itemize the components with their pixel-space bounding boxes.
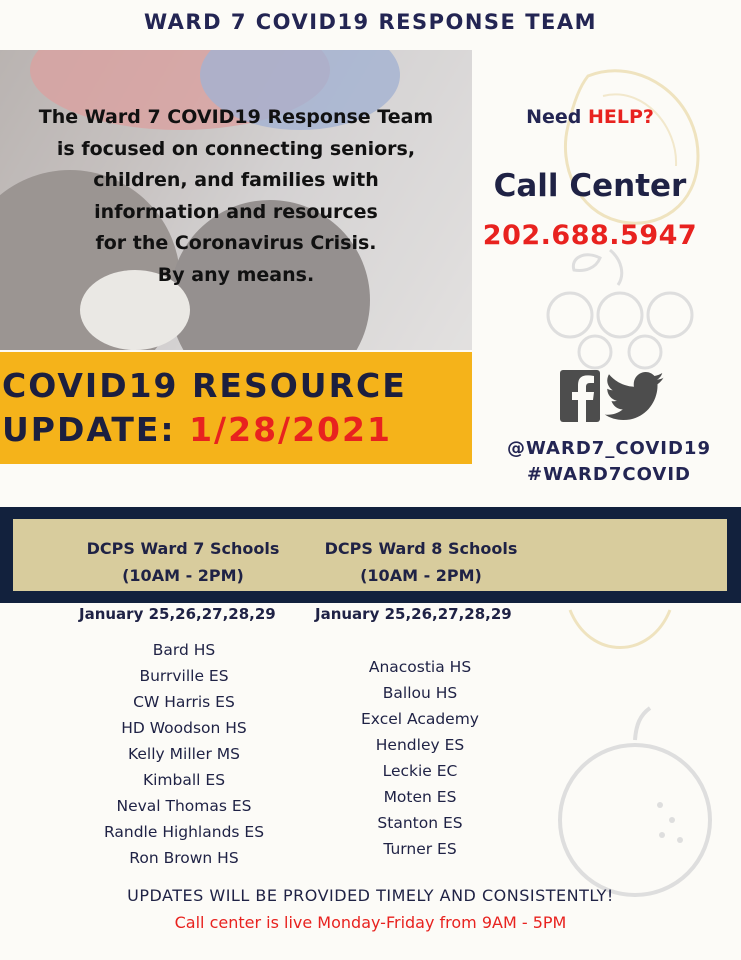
page-title: WARD 7 COVID19 RESPONSE TEAM <box>143 10 598 34</box>
call-center-heading: Call Center <box>493 168 687 204</box>
phone-number[interactable]: 202.688.5947 <box>482 220 698 251</box>
schools-header-box <box>13 519 727 591</box>
mission-line: for the Coronavirus Crisis. <box>95 232 377 254</box>
ward7-schools-heading <box>63 535 303 589</box>
schools-header-band <box>0 507 741 603</box>
ward8-title: DCPS Ward 8 Schools <box>324 539 518 558</box>
mission-line: information and resources <box>94 200 378 223</box>
ward7-school-list <box>64 637 304 871</box>
need-help <box>472 106 708 128</box>
hero-photo <box>0 50 472 350</box>
banner-update <box>2 410 392 449</box>
list-item: HD Woodson HS <box>121 719 247 737</box>
mission-line: The Ward 7 COVID19 Response Team <box>38 106 434 128</box>
ward8-schools-heading <box>301 535 541 589</box>
list-item: Bard HS <box>152 641 216 659</box>
lemon-outline-icon <box>548 56 708 236</box>
twitter-handle[interactable]: @WARD7_COVID19 <box>507 438 711 459</box>
hashtag[interactable]: #WARD7COVID <box>527 464 691 485</box>
banner-date: 1/28/2021 <box>189 410 392 449</box>
twitter-icon[interactable] <box>604 372 666 422</box>
list-item: Moten ES <box>383 788 457 806</box>
ward7-hours: (10AM - 2PM) <box>122 566 244 585</box>
list-item: Neval Thomas ES <box>116 797 252 815</box>
facebook-icon[interactable] <box>560 370 600 422</box>
list-item: Kelly Miller MS <box>128 745 240 763</box>
ward8-hours: (10AM - 2PM) <box>360 566 482 585</box>
list-item: Leckie EC <box>382 762 458 780</box>
list-item: Ballou HS <box>382 684 458 702</box>
banner-title: COVID19 RESOURCE <box>2 366 407 405</box>
list-item: Ron Brown HS <box>129 849 239 867</box>
grapes-outline-icon <box>530 240 710 370</box>
mission-line: By any means. <box>157 263 315 286</box>
list-item: Randle Highlands ES <box>103 823 265 841</box>
ward7-dates: January 25,26,27,28,29 <box>79 605 276 623</box>
mission-line: children, and families with <box>93 169 379 191</box>
mission-statement <box>0 102 472 291</box>
updates-notice: UPDATES WILL BE PROVIDED TIMELY AND CONSISTENTLY! <box>127 886 614 905</box>
list-item: CW Harris ES <box>133 693 235 711</box>
list-item: Hendley ES <box>375 736 465 754</box>
need-label: Need <box>526 106 588 128</box>
social-icons <box>560 370 670 426</box>
list-item: Turner ES <box>383 840 457 858</box>
update-banner <box>0 352 472 464</box>
ward8-dates: January 25,26,27,28,29 <box>315 605 512 623</box>
mission-line: is focused on connecting seniors, <box>56 137 416 160</box>
social-handles <box>476 436 741 488</box>
ward8-school-list <box>300 654 540 862</box>
orange-outline-icon <box>540 700 730 900</box>
list-item: Excel Academy <box>361 710 479 728</box>
list-item: Stanton ES <box>377 814 463 832</box>
list-item: Kimball ES <box>142 771 226 789</box>
lemon-slice-outline-icon <box>560 600 680 670</box>
banner-update-label: UPDATE: <box>2 410 190 449</box>
list-item: Burrville ES <box>139 667 229 685</box>
help-label: HELP? <box>587 106 654 128</box>
list-item: Anacostia HS <box>368 658 472 676</box>
ward7-title: DCPS Ward 7 Schools <box>86 539 280 558</box>
call-center-hours: Call center is live Monday-Friday from 9AM - 5PM <box>174 913 567 932</box>
